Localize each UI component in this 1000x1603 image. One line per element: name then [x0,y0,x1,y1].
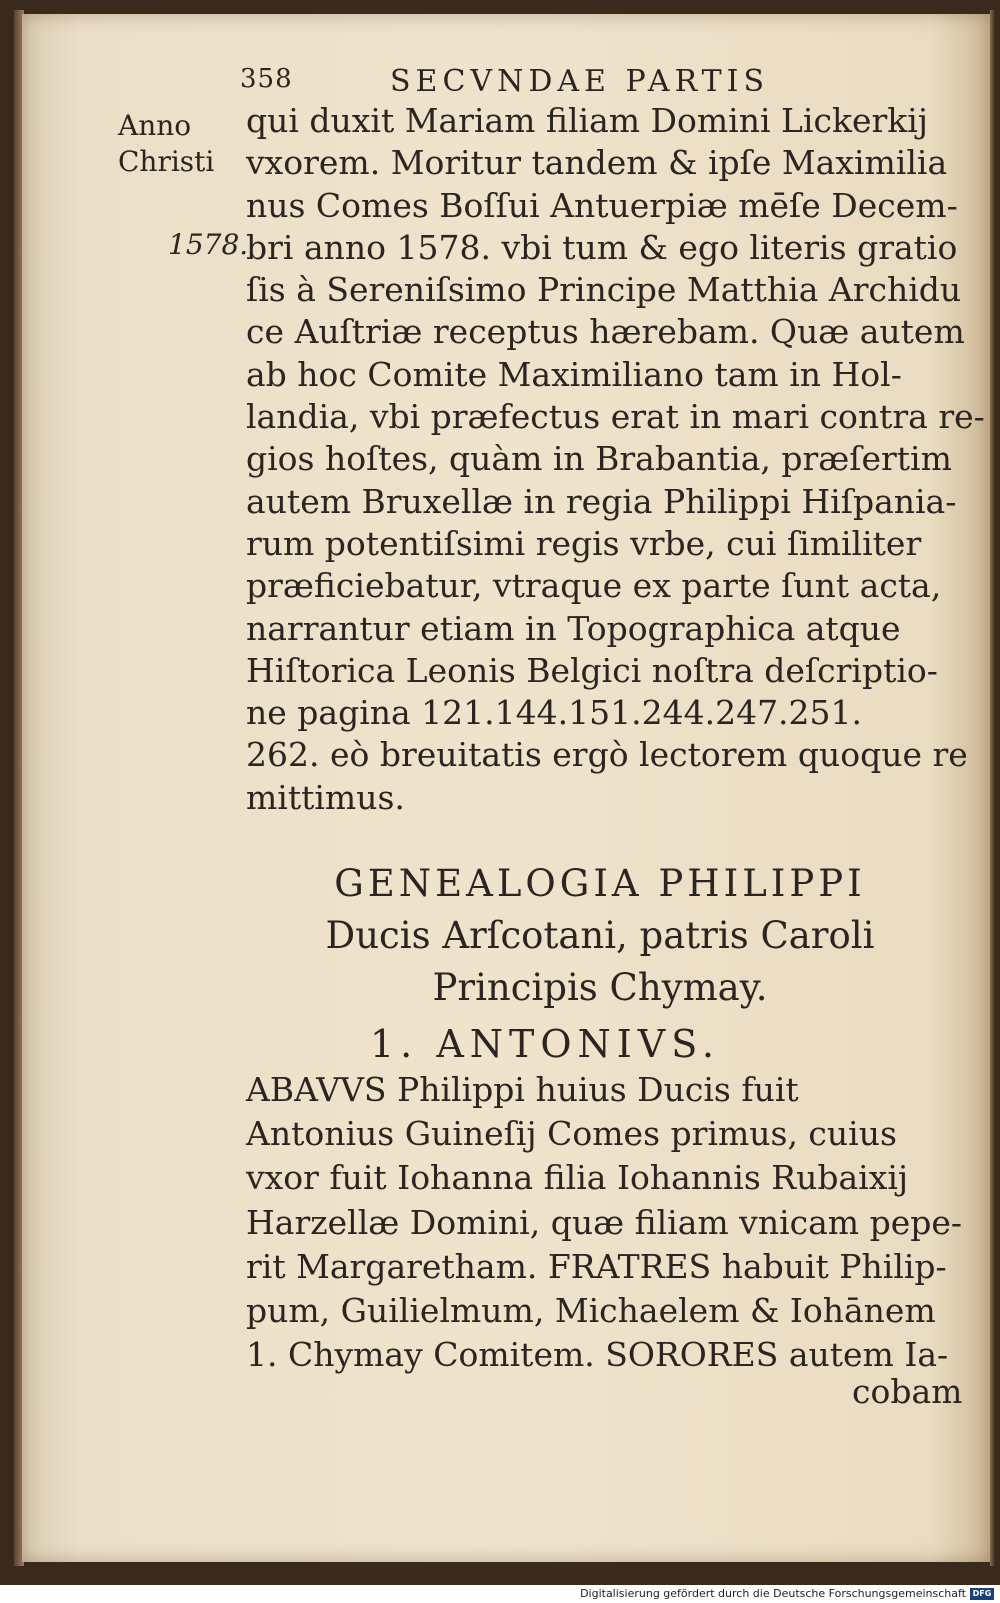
text-line: rit Margaretham. FRATRES habuit Philip- [246,1246,947,1286]
text-line: nus Comes Boſſui Antuerpiæ mēſe Decem- [246,185,958,225]
text-line: bri anno 1578. vbi tum & ego literis gratio [246,227,958,267]
running-title: SECVNDAE PARTIS [390,64,770,99]
text-line: narrantur etiam in Topographica atque [246,608,901,648]
text-line: ſis à Sereniſsimo Principe Matthia Archidu [246,270,962,310]
heading-line: Principis Chymay. [432,966,768,1009]
text-line: vxor fuit Iohanna filia Iohannis Rubaixij [246,1158,909,1198]
section-heading [240,858,960,1014]
text-line: 262. eò breuitatis ergò lectorem quoque re [246,735,968,775]
text-line: ABAVVS Philippi huius Ducis fuit [246,1070,799,1109]
text-line: ne pagina 121.144.151.244.247.251. [246,693,863,733]
page-number: 358 [240,64,293,94]
text-line: qui duxit Mariam filiam Domini Lickerkij [246,101,929,140]
heading-line: Ducis Arſcotani, patris Caroli [325,914,875,957]
text-line: vxorem. Moritur tandem & ipſe Maximilia [246,143,948,183]
dfg-logo: DFG [970,1588,994,1600]
page-edge-right [990,10,996,1566]
body-paragraph-2 [246,1068,963,1377]
text-line: Antonius Guineſij Comes primus, cuius [246,1114,897,1154]
text-line: pum, Guilielmum, Michaelem & Iohānem [246,1290,936,1330]
text-line: ab hoc Comite Maximiliano tam in Hol- [246,354,902,394]
text-line: 1. Chymay Comitem. SORORES autem Ia- [246,1335,949,1375]
text-line: gios hoſtes, quàm in Brabantia, præſertim [246,439,952,479]
subheading: 1. ANTONIVS. [370,1022,720,1066]
text-line: Harzellæ Domini, quæ filiam vnicam pepe- [246,1202,963,1242]
margin-note [118,108,228,178]
footer-credit: Digitalisierung gefördert durch die Deutsche Forschungsgemeinschaft [580,1587,966,1600]
body-paragraph [246,100,985,819]
text-line: landia, vbi præfectus erat in mari contra re- [246,397,985,437]
text-line: mittimus. [246,777,405,817]
text-line: autem Bruxellæ in regia Philippi Hiſpania- [246,481,957,521]
text-line: ce Auſtriæ receptus hærebam. Quæ autem [246,312,965,352]
margin-note-line: Christi [118,145,215,178]
margin-year: 1578. [168,228,249,261]
margin-note-line: Anno [118,109,192,142]
text-line: Hiſtorica Leonis Belgici noſtra deſcriptio- [246,650,938,690]
running-head [240,64,940,104]
text-line: præficiebatur, vtraque ex parte ſunt acta, [246,566,942,606]
text-line: rum potentiſsimi regis vrbe, cui ſimiliter [246,523,922,563]
heading-line: GENEALOGIA PHILIPPI [334,862,866,905]
catchword: cobam [852,1372,963,1411]
